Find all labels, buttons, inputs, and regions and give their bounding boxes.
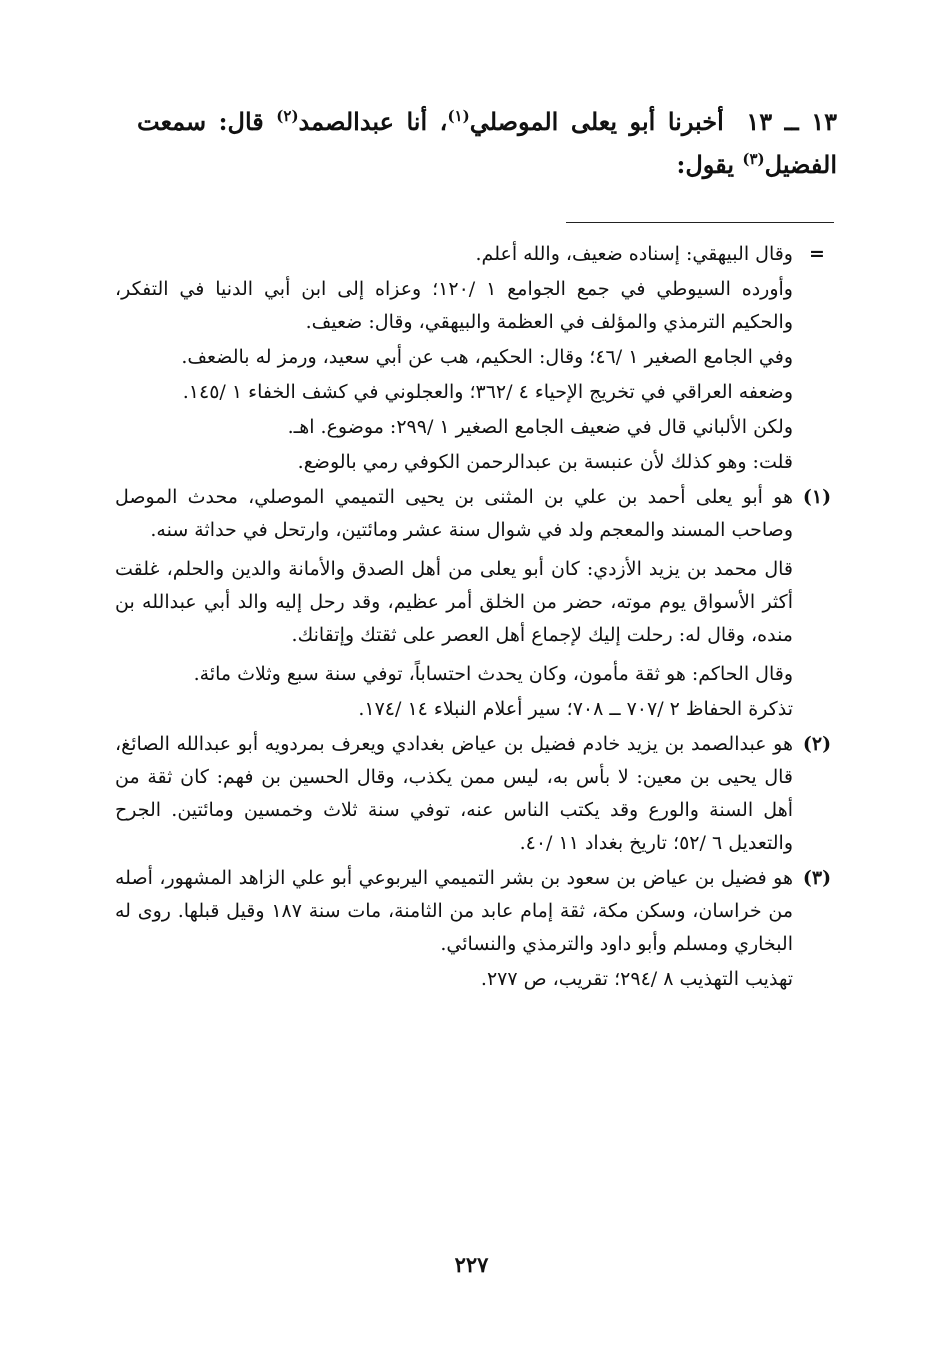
footnote-paragraph: قال محمد بن يزيد الأزدي: كان أبو يعلى من أهل الصدق والأمانة والدين والحلم، غلقت أكثر الأسواق يوم موته، حضر من الخلق أمر عظيم، وقد رحل إليه والد أبي عبدالله بن منده، وقال له: رحلت إليك لإجماع أهل العصر على ثقتك وإتقانك. [115, 558, 793, 646]
footnote-ref-3: (٣) [742, 150, 765, 168]
footnote-paragraph: هو عبدالصمد بن يزيد خادم فضيل بن عياض بغدادي ويعرف بمردويه أبو عبدالله الصائغ، قال يحيى بن معين: لا بأس به، ليس ممن يكذب، وقال الحسين بن فهم: كان ثقة من أهل السنة والورع وقد يكتب الناس عنه، توفي سنة ثلاث وخمسين ومائتين. الجرح والتعديل ٦ /٥٢؛ تاريخ بغداد ١١ /٤٠. [115, 733, 793, 854]
footnote-paragraph: هو أبو يعلى أحمد بن علي بن المثنى بن يحيى التميمي الموصلي، محدث الموصل وصاحب المسند والمعجم ولد في شوال سنة عشر ومائتين، وارتحل في حداثة سنه. [115, 486, 793, 541]
footnote-paragraph: تهذيب التهذيب ٨ /٢٩٤؛ تقريب، ص ٢٧٧. [480, 968, 793, 990]
footnote-paragraph: وقال الحاكم: هو ثقة مأمون، وكان يحدث احتساباً، توفي سنة سبع وثلاث مائة. [193, 663, 793, 685]
hadith-chain-part-4: يقول: [676, 150, 743, 179]
footnote-paragraph: وفي الجامع الصغير ١ /٤٦؛ وقال: الحكيم، هب عن أبي سعيد، ورمز له بالضعف. [181, 346, 793, 368]
footnote-paragraph: قلت: وهو كذلك لأن عنبسة بن عبدالرحمن الكوفي رمي بالوضع. [297, 451, 793, 473]
hadith-text [137, 100, 837, 186]
footnote-ref-2: (٢) [276, 107, 299, 125]
footnote-number: (٢) [802, 733, 832, 755]
footnote-paragraph: هو فضيل بن عياض بن سعود بن بشر التميمي اليربوعي أبو علي الزاهد المشهور، أصله من خراسان، وسكن مكة، ثقة إمام عابد من الثامنة، مات سنة ١٨٧ وقيل قبلها. روى له البخاري ومسلم وأبو داود والترمذي والنسائي. [115, 867, 793, 955]
footnote-paragraph: وقال البيهقي: إسناده ضعيف، والله أعلم. [475, 243, 793, 265]
continuation-mark: = [809, 243, 825, 265]
footnote-paragraph: ولكن الألباني قال في ضعيف الجامع الصغير ١ /٢٩٩: موضوع. اهـ. [287, 416, 793, 438]
page-number: ٢٢٧ [454, 1252, 489, 1277]
footnote-paragraph: وأورده السيوطي في جمع الجوامع ١ /١٢٠؛ وعزاه إلى ابن أبي الدنيا في التفكر، والحكيم الترمذي والمؤلف في العظمة والبيهقي، وقال: ضعيف. [115, 278, 793, 333]
footnote-continued [115, 238, 837, 479]
footnote-2 [115, 728, 837, 860]
footnote-number: (٣) [802, 867, 832, 889]
footnote-paragraph: تذكرة الحفاظ ٢ /٧٠٧ ــ ٧٠٨؛ سير أعلام النبلاء ١٤ /١٧٤. [358, 698, 793, 720]
hadith-chain-part-3: قال: سمعت الفضيل [137, 107, 837, 179]
hadith-chain-part-1: أخبرنا أبو يعلى الموصلي [469, 107, 724, 136]
footnotes [115, 238, 837, 998]
footnote-paragraph: وضعفه العراقي في تخريج الإحياء ٤ /٣٦٢؛ والعجلوني في كشف الخفاء ١ /١٤٥. [182, 381, 793, 403]
footnote-ref-1: (١) [447, 107, 470, 125]
footnote-number: (١) [802, 486, 832, 508]
footnote-3 [115, 862, 837, 996]
footnote-1 [115, 481, 837, 726]
hadith-chain-part-2: ، أنا عبدالصمد [298, 107, 448, 136]
hadith-number: ١٣ ــ ١٣ [746, 107, 838, 136]
footnote-separator [566, 222, 834, 223]
